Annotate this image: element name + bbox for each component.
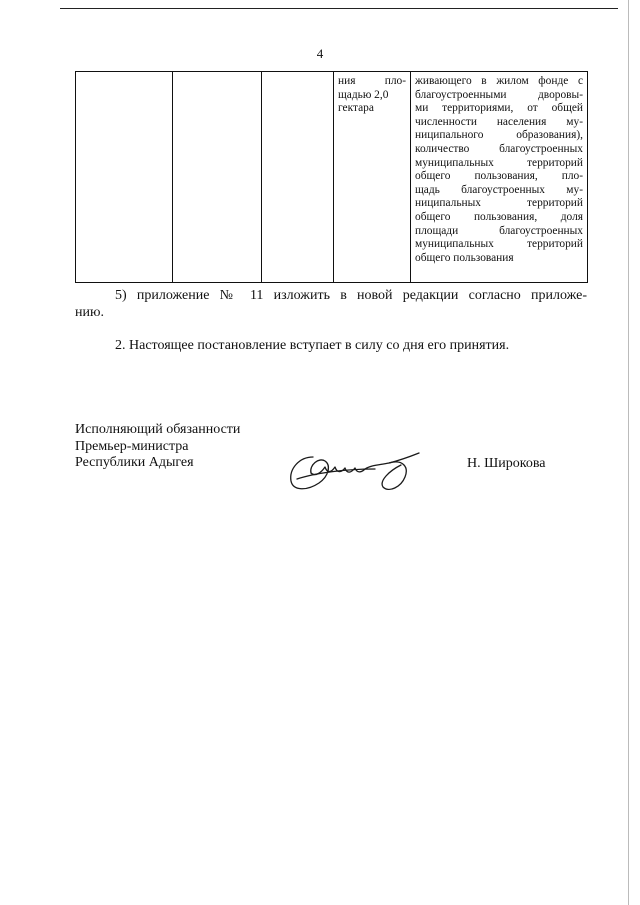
table-cell-3 xyxy=(262,72,334,283)
cell5-line: ниципального образования), xyxy=(415,129,583,142)
paragraph-item-5 xyxy=(75,287,587,321)
signatory-title-line: Премьер-министра xyxy=(75,438,189,454)
cell4-line: гектара xyxy=(338,102,374,115)
continued-table xyxy=(75,71,588,283)
cell5-line: ми территориями, от общей xyxy=(415,102,583,115)
cell5-line: муниципальных территорий xyxy=(415,156,583,169)
cell5-line: численности населения му- xyxy=(415,115,583,128)
right-edge-line xyxy=(628,0,629,905)
paragraph-line: нию. xyxy=(75,305,104,320)
cell5-line: общего пользования xyxy=(415,251,514,264)
cell4-line: щадью 2,0 xyxy=(338,88,389,101)
signatory-title xyxy=(75,422,240,472)
cell5-line: площади благоустроенных xyxy=(415,224,583,237)
table-cell-4 xyxy=(334,72,411,283)
page-number: 4 xyxy=(316,46,324,61)
cell5-line: живающего в жилом фонде с xyxy=(415,75,583,87)
cell5-line: общего пользования, доля xyxy=(415,210,583,223)
table-cell-5 xyxy=(411,72,588,283)
table-cell-2 xyxy=(173,72,262,283)
cell5-line: муниципальных территорий xyxy=(415,238,583,251)
cell5-line: ниципальных территорий xyxy=(415,197,583,210)
signatory-title-line: Исполняющий обязанности xyxy=(75,422,241,437)
paragraph-line: 5) приложение № 11 изложить в новой редакции согласно приложе- xyxy=(115,288,587,303)
cell5-line: общего пользования, пло- xyxy=(415,170,583,183)
handwritten-signature xyxy=(285,443,425,495)
cell5-line: количество благоустроенных xyxy=(415,142,583,155)
top-border-line xyxy=(60,8,618,9)
cell5-line: щадь благоустроенных му- xyxy=(415,183,583,196)
paragraph-item-2: 2. Настоящее постановление вступает в силу со дня его принятия. xyxy=(115,338,510,353)
table-row xyxy=(76,72,588,283)
cell5-line: благоустроенными дворовы- xyxy=(415,88,583,101)
signer-name: Н. Широкова xyxy=(467,456,546,471)
signatory-title-line: Республики Адыгея xyxy=(75,455,194,470)
cell4-line: ния пло- xyxy=(338,75,406,87)
table-cell-1 xyxy=(76,72,173,283)
